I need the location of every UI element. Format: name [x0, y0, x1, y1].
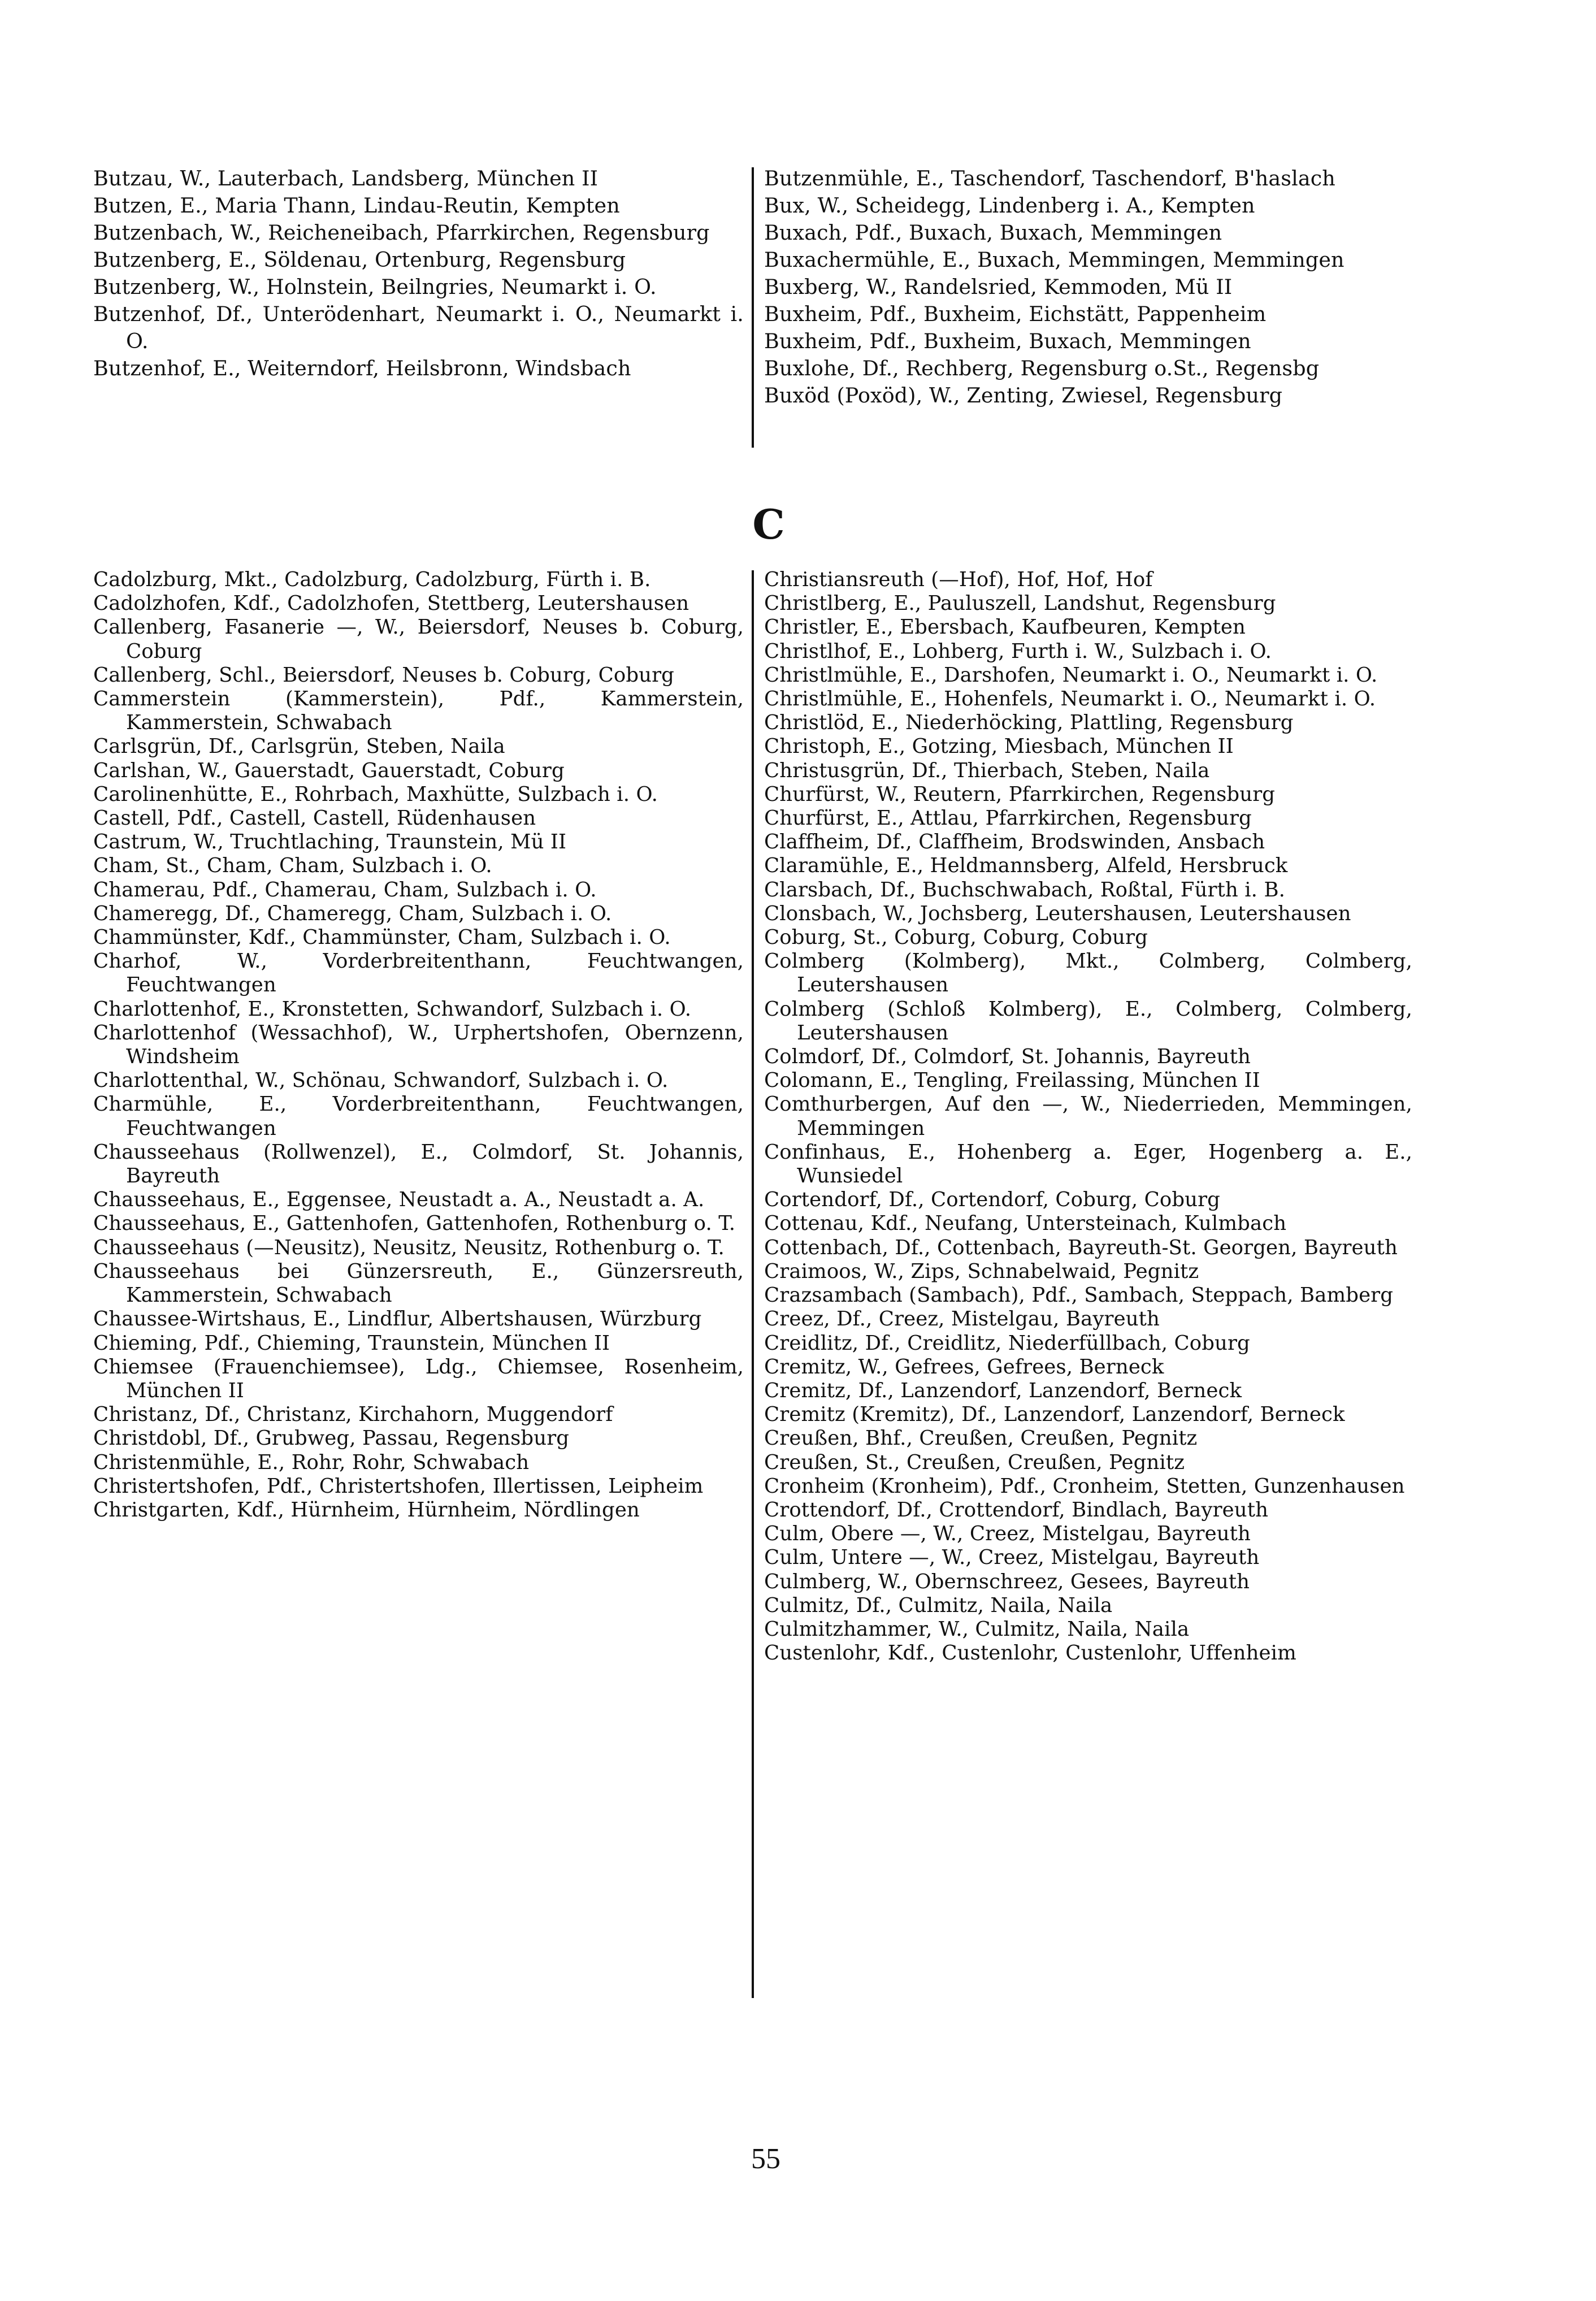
gazetteer-entry: Crottendorf, Df., Crottendorf, Bindlach, Bayreuth	[764, 1498, 1269, 1522]
gazetteer-entry: Butzenberg, W., Holnstein, Beilngries, Neumarkt i. O.	[93, 275, 657, 299]
top-left-column	[93, 165, 752, 448]
gazetteer-entry: Colmberg (Schloß Kolmberg), E., Colmberg, Colmberg, Leutershausen	[764, 997, 1412, 1045]
gazetteer-entry: Christlmühle, E., Hohenfels, Neumarkt i. O., Neumarkt i. O.	[764, 687, 1376, 711]
gazetteer-entry: Cremitz (Kremitz), Df., Lanzendorf, Lanzendorf, Berneck	[764, 1403, 1345, 1427]
gazetteer-entry: Butzenbach, W., Reicheneibach, Pfarrkirchen, Regensburg	[93, 220, 710, 245]
gazetteer-entry: Buxberg, W., Randelsried, Kemmoden, Mü II	[764, 275, 1233, 299]
gazetteer-entry: Christertshofen, Pdf., Christertshofen, Illertissen, Leipheim	[93, 1474, 704, 1498]
gazetteer-entry: Christlmühle, E., Darshofen, Neumarkt i. O., Neumarkt i. O.	[764, 663, 1378, 687]
gazetteer-entry: Cadolzburg, Mkt., Cadolzburg, Cadolzburg, Fürth i. B.	[93, 568, 651, 591]
gazetteer-entry: Cham, St., Cham, Cham, Sulzbach i. O.	[93, 854, 492, 878]
gazetteer-entry: Buxlohe, Df., Rechberg, Regensburg o.St., Regensbg	[764, 356, 1320, 380]
gazetteer-entry: Butzenhof, Df., Unterödenhart, Neumarkt i. O., Neumarkt i. O.	[93, 302, 744, 353]
gazetteer-entry: Christgarten, Kdf., Hürnheim, Hürnheim, Nördlingen	[93, 1498, 640, 1522]
gazetteer-entry: Buxheim, Pdf., Buxheim, Eichstätt, Pappenheim	[764, 302, 1267, 326]
gazetteer-entry: Cronheim (Kronheim), Pdf., Cronheim, Stetten, Gunzenhausen	[764, 1474, 1405, 1498]
gazetteer-entry: Christanz, Df., Christanz, Kirchahorn, Muggendorf	[93, 1403, 613, 1427]
gazetteer-entry: Cottenau, Kdf., Neufang, Untersteinach, Kulmbach	[764, 1212, 1287, 1236]
gazetteer-entry: Christoph, E., Gotzing, Miesbach, München II	[764, 735, 1234, 759]
gazetteer-entry: Castell, Pdf., Castell, Castell, Rüdenhausen	[93, 807, 536, 830]
gazetteer-entry: Craimoos, W., Zips, Schnabelwaid, Pegnitz	[764, 1259, 1199, 1283]
gazetteer-entry: Chaussee-Wirtshaus, E., Lindflur, Albertshausen, Würzburg	[93, 1307, 702, 1331]
gazetteer-entry: Chausseehaus (Rollwenzel), E., Colmdorf, St. Johannis, Bayreuth	[93, 1140, 744, 1188]
gazetteer-entry: Claffheim, Df., Claffheim, Brodswinden, Ansbach	[764, 830, 1265, 854]
gazetteer-entry: Crazsambach (Sambach), Pdf., Sambach, Steppach, Bamberg	[764, 1284, 1394, 1307]
gazetteer-entry: Chameregg, Df., Chameregg, Cham, Sulzbach i. O.	[93, 902, 612, 925]
gazetteer-entry: Custenlohr, Kdf., Custenlohr, Custenlohr, Uffenheim	[764, 1641, 1296, 1665]
gazetteer-entry: Christiansreuth (—Hof), Hof, Hof, Hof	[764, 568, 1153, 591]
gazetteer-entry: Chamerau, Pdf., Chamerau, Cham, Sulzbach i. O.	[93, 878, 597, 902]
main-left-column	[93, 568, 752, 1998]
gazetteer-entry: Creußen, St., Creußen, Creußen, Pegnitz	[764, 1450, 1185, 1474]
gazetteer-entry: Culm, Obere —, W., Creez, Mistelgau, Bayreuth	[764, 1522, 1251, 1546]
main-entries-block	[93, 568, 1438, 1998]
gazetteer-entry: Claramühle, E., Heldmannsberg, Alfeld, Hersbruck	[764, 854, 1288, 878]
gazetteer-entry: Butzen, E., Maria Thann, Lindau-Reutin, Kempten	[93, 193, 620, 218]
gazetteer-entry: Callenberg, Fasanerie —, W., Beiersdorf, Neuses b. Coburg, Coburg	[93, 616, 744, 663]
gazetteer-entry: Callenberg, Schl., Beiersdorf, Neuses b. Coburg, Coburg	[93, 663, 674, 687]
gazetteer-entry: Cremitz, Df., Lanzendorf, Lanzendorf, Berneck	[764, 1379, 1242, 1402]
gazetteer-entry: Coburg, St., Coburg, Coburg, Coburg	[764, 926, 1148, 950]
gazetteer-entry: Confinhaus, E., Hohenberg a. Eger, Hogenberg a. E., Wunsiedel	[764, 1140, 1412, 1188]
gazetteer-entry: Charhof, W., Vorderbreitenthann, Feuchtwangen, Feuchtwangen	[93, 950, 744, 997]
main-right-column	[754, 568, 1412, 1998]
gazetteer-entry: Cortendorf, Df., Cortendorf, Coburg, Coburg	[764, 1188, 1221, 1212]
gazetteer-entry: Christlberg, E., Pauluszell, Landshut, Regensburg	[764, 592, 1276, 616]
gazetteer-entry: Chammünster, Kdf., Chammünster, Cham, Sulzbach i. O.	[93, 926, 671, 950]
gazetteer-entry: Clonsbach, W., Jochsberg, Leutershausen, Leutershausen	[764, 902, 1351, 925]
gazetteer-entry: Charlottenhof (Wessachhof), W., Urphertshofen, Obernzenn, Windsheim	[93, 1021, 744, 1069]
gazetteer-entry: Carolinenhütte, E., Rohrbach, Maxhütte, Sulzbach i. O.	[93, 782, 658, 806]
gazetteer-entry: Creidlitz, Df., Creidlitz, Niederfüllbach, Coburg	[764, 1331, 1250, 1355]
gazetteer-entry: Buxheim, Pdf., Buxheim, Buxach, Memmingen	[764, 329, 1251, 353]
gazetteer-entry: Churfürst, W., Reutern, Pfarrkirchen, Regensburg	[764, 782, 1276, 806]
gazetteer-entry: Culmberg, W., Obernschreez, Gesees, Bayreuth	[764, 1570, 1250, 1593]
gazetteer-entry: Cammerstein (Kammerstein), Pdf., Kammerstein, Kammerstein, Schwabach	[93, 687, 744, 735]
gazetteer-entry: Buxachermühle, E., Buxach, Memmingen, Memmingen	[764, 248, 1345, 272]
gazetteer-entry: Christdobl, Df., Grubweg, Passau, Regensburg	[93, 1427, 570, 1450]
gazetteer-entry: Colmberg (Kolmberg), Mkt., Colmberg, Colmberg, Leutershausen	[764, 950, 1412, 997]
gazetteer-entry: Bux, W., Scheidegg, Lindenberg i. A., Kempten	[764, 193, 1255, 218]
gazetteer-entry: Cadolzhofen, Kdf., Cadolzhofen, Stettberg, Leutershausen	[93, 592, 689, 616]
gazetteer-entry: Chausseehaus, E., Eggensee, Neustadt a. A., Neustadt a. A.	[93, 1188, 705, 1212]
gazetteer-entry: Comthurbergen, Auf den —, W., Niederrieden, Memmingen, Memmingen	[764, 1093, 1412, 1140]
gazetteer-entry: Christusgrün, Df., Thierbach, Steben, Naila	[764, 759, 1210, 782]
gazetteer-entry: Creez, Df., Creez, Mistelgau, Bayreuth	[764, 1307, 1160, 1331]
top-right-column	[754, 165, 1412, 448]
section-letter-heading: C	[752, 500, 785, 548]
gazetteer-entry: Buxach, Pdf., Buxach, Buxach, Memmingen	[764, 220, 1222, 245]
gazetteer-entry: Christlhof, E., Lohberg, Furth i. W., Sulzbach i. O.	[764, 639, 1272, 663]
gazetteer-entry: Butzenhof, E., Weiterndorf, Heilsbronn, Windsbach	[93, 356, 631, 380]
gazetteer-entry: Butzenmühle, E., Taschendorf, Taschendorf, B'haslach	[764, 166, 1335, 190]
gazetteer-entry: Chiemsee (Frauenchiemsee), Ldg., Chiemsee, Rosenheim, München II	[93, 1355, 744, 1402]
gazetteer-entry: Culmitz, Df., Culmitz, Naila, Naila	[764, 1593, 1113, 1617]
gazetteer-entry: Colomann, E., Tengling, Freilassing, München II	[764, 1069, 1260, 1093]
gazetteer-entry: Cremitz, W., Gefrees, Gefrees, Berneck	[764, 1355, 1164, 1379]
gazetteer-entry: Castrum, W., Truchtlaching, Traunstein, Mü II	[93, 830, 567, 854]
gazetteer-entry: Chausseehaus (—Neusitz), Neusitz, Neusitz, Rothenburg o. T.	[93, 1236, 725, 1259]
gazetteer-entry: Christler, E., Ebersbach, Kaufbeuren, Kempten	[764, 616, 1246, 639]
gazetteer-entry: Carlsgrün, Df., Carlsgrün, Steben, Naila	[93, 735, 505, 759]
gazetteer-entry: Carlshan, W., Gauerstadt, Gauerstadt, Coburg	[93, 759, 565, 782]
gazetteer-entry: Creußen, Bhf., Creußen, Creußen, Pegnitz	[764, 1427, 1198, 1450]
gazetteer-entry: Charlottenthal, W., Schönau, Schwandorf, Sulzbach i. O.	[93, 1069, 669, 1093]
gazetteer-entry: Chausseehaus, E., Gattenhofen, Gattenhofen, Rothenburg o. T.	[93, 1212, 736, 1236]
gazetteer-entry: Clarsbach, Df., Buchschwabach, Roßtal, Fürth i. B.	[764, 878, 1286, 902]
gazetteer-entry: Butzau, W., Lauterbach, Landsberg, München II	[93, 166, 598, 190]
gazetteer-entry: Christenmühle, E., Rohr, Rohr, Schwabach	[93, 1450, 530, 1474]
gazetteer-entry: Cottenbach, Df., Cottenbach, Bayreuth-St. Georgen, Bayreuth	[764, 1236, 1398, 1259]
gazetteer-entry: Churfürst, E., Attlau, Pfarrkirchen, Regensburg	[764, 807, 1252, 830]
page-number: 55	[751, 2143, 780, 2175]
gazetteer-entry: Culmitzhammer, W., Culmitz, Naila, Naila	[764, 1617, 1190, 1641]
gazetteer-entry: Christlöd, E., Niederhöcking, Plattling, Regensburg	[764, 711, 1294, 735]
gazetteer-entry: Colmdorf, Df., Colmdorf, St. Johannis, Bayreuth	[764, 1045, 1251, 1069]
gazetteer-entry: Chausseehaus bei Günzersreuth, E., Günzersreuth, Kammerstein, Schwabach	[93, 1259, 744, 1307]
gazetteer-entry: Charmühle, E., Vorderbreitenthann, Feuchtwangen, Feuchtwangen	[93, 1093, 744, 1140]
gazetteer-entry: Butzenberg, E., Söldenau, Ortenburg, Regensburg	[93, 248, 626, 272]
gazetteer-entry: Buxöd (Poxöd), W., Zenting, Zwiesel, Regensburg	[764, 383, 1283, 408]
gazetteer-entry: Chieming, Pdf., Chieming, Traunstein, München II	[93, 1331, 610, 1355]
gazetteer-entry: Culm, Untere —, W., Creez, Mistelgau, Bayreuth	[764, 1546, 1260, 1570]
gazetteer-entry: Charlottenhof, E., Kronstetten, Schwandorf, Sulzbach i. O.	[93, 997, 692, 1021]
top-entries-block	[93, 165, 1438, 448]
